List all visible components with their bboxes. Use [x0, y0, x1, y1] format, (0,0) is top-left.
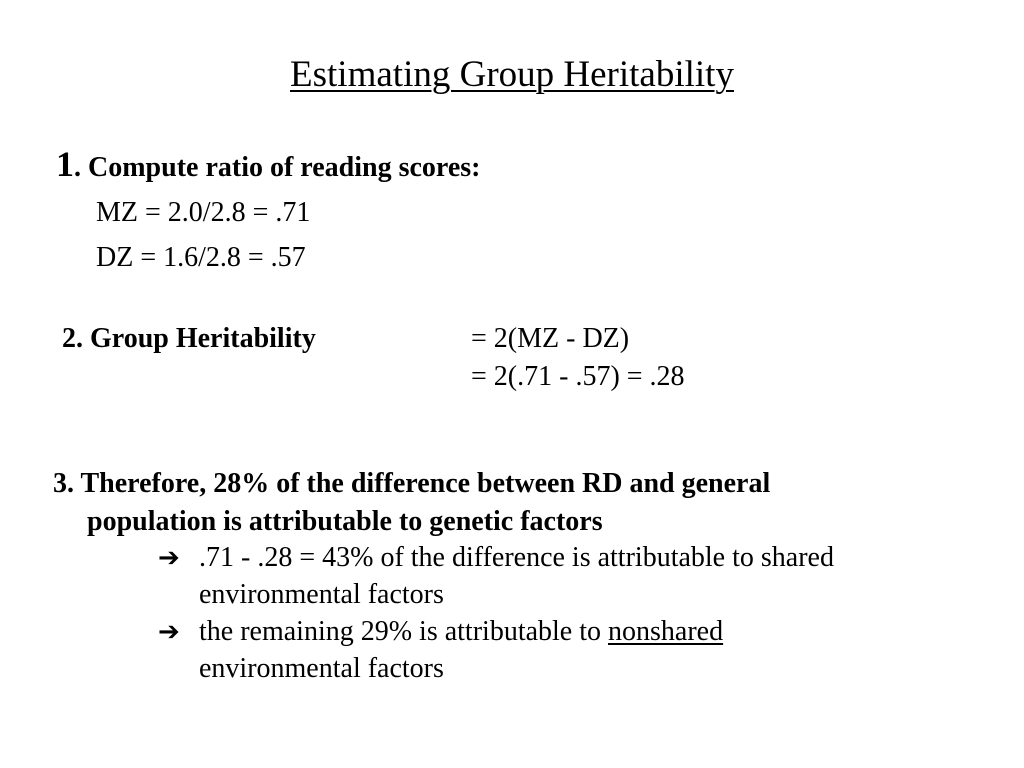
dz-ratio-line: DZ = 1.6/2.8 = .57 — [96, 242, 306, 273]
mz-ratio-line: MZ = 2.0/2.8 = .71 — [96, 197, 311, 228]
bullet2-prefix: the remaining 29% is attributable to — [199, 616, 609, 647]
bullet1-line2: environmental factors — [199, 579, 444, 610]
bullet2-line1 — [199, 615, 723, 649]
step1-heading-text: . Compute ratio of reading scores: — [74, 152, 481, 183]
step2-label: 2. Group Heritability — [62, 323, 316, 354]
step3-line1: 3. Therefore, 28% of the difference between RD and general — [53, 468, 771, 499]
bullet2-line2: environmental factors — [199, 653, 444, 684]
step2-formula-line1: = 2(MZ - DZ) — [471, 323, 630, 354]
step1-number: 1 — [56, 144, 74, 184]
slide-title-text: Estimating Group Heritability — [290, 54, 734, 95]
right-arrow-icon: ➔ — [158, 543, 180, 573]
step3-line2: population is attributable to genetic factors — [87, 506, 603, 537]
bullet2-underlined-word: nonshared — [608, 616, 724, 647]
slide-title — [0, 52, 1024, 98]
step1-heading — [56, 144, 480, 188]
bullet1-line1: .71 - .28 = 43% of the difference is attributable to shared — [199, 542, 834, 573]
right-arrow-icon: ➔ — [158, 617, 180, 647]
step2-formula-line2: = 2(.71 - .57) = .28 — [471, 361, 685, 392]
